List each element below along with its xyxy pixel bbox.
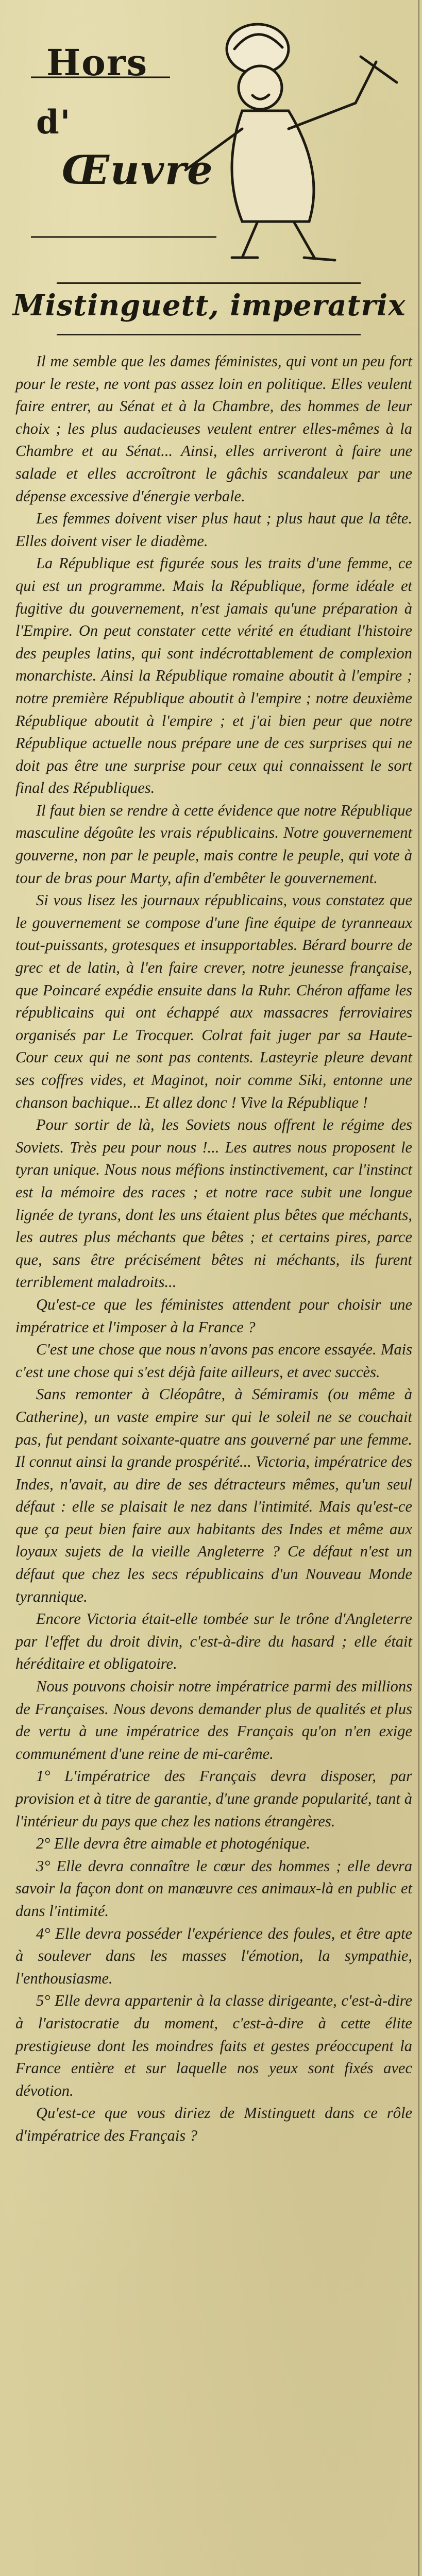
list-item: 4° Elle devra posséder l'expérience des foules, et être apte à soulever dans les masses l'émotion, la sympathie, l'enthousiasme.: [15, 1924, 412, 1987]
paragraph: Qu'est-ce que vous diriez de Mistinguett dans ce rôle d'impératrice des Français ?: [15, 2104, 412, 2144]
paragraph: C'est une chose que nous n'avons pas encore essayée. Mais c'est une chose qui s'est déjà faite ailleurs, et avec succès.: [15, 1341, 412, 1381]
list-item: 1° L'impératrice des Français devra disposer, par provision et à titre de garantie, d'une grande popularité, tant à l'intérieur du pays que chez les nations étrangères.: [15, 1767, 412, 1830]
article-body: [15, 350, 412, 2147]
paragraph: Qu'est-ce que les féministes attendent pour choisir une impératrice et l'imposer à la France ?: [15, 1295, 412, 1336]
masthead: [0, 0, 422, 268]
paragraph: Pour sortir de là, les Soviets nous offrent le régime des Soviets. Très peu pour nous !... Les autres nous proposent le tyran unique. Nous nous méfions instinctivement, car l'instinct est la mémoire des races ; et notre race subit une longue lignée de tyrans, dont les uns étaient plus bêtes que méchants, les autres plus méchants que bêtes ; et certains pires, parce que, sans être précisément bêtes ni méchants, ils furent terriblement maladroits...: [15, 1116, 412, 1291]
paragraph: Il me semble que les dames féministes, qui vont un peu fort pour le reste, ne vont pas assez loin en politique. Elles veulent faire entrer, au Sénat et à la Chambre, des hommes de leur choix ; les plus audacieuses veulent entrer elles-mêmes à la Chambre et au Sénat... Ainsi, elles arriveront à faire une salade et elles accroîtront le gâchis scandaleux par une dépense excessive d'énergie verbale.: [15, 352, 412, 505]
masthead-word-oeuvre: Œuvre: [62, 147, 214, 194]
list-item: 5° Elle devra appartenir à la classe dirigeante, c'est-à-dire à l'aristocratie du moment, c'est-à-dire à cette élite prestigieuse dont les moindres faits et gestes préoccupent la France entière et sur laquelle nos yeux sont fixés avec dévotion.: [15, 1992, 412, 2099]
masthead-word-hors: Hors: [46, 41, 148, 84]
list-item: 2° Elle devra être aimable et photogénique.: [36, 1835, 310, 1853]
paragraph: Si vous lisez les journaux républicains, vous constatez que le gouvernement se compose d'une fine équipe de tyranneaux tout-puissants, grotesques et insupportables. Bérard bourre de grec et de latin, à l'en faire crever, notre jeunesse française, que Poincaré expédie ensuite dans la Ruhr. Chéron affame les républicains qui ont échappé aux massacres ferroviaires organisés par Le Trocquer. Colrat fait juger par sa Haute-Cour ceux qui ne sont pas contents. Lasteyrie pleure devant ses coffres vides, et Maginot, noir comme Siki, entonne une chanson bachique... Et allez donc ! Vive la République !: [15, 891, 412, 1111]
paragraph: Il faut bien se rendre à cette évidence que notre République masculine dégoûte les vrais républicains. Notre gouvernement gouverne, non par le peuple, mais contre le peuple, qui vote à tour de bras pour Marty, afin d'embêter le gouvernement.: [15, 801, 412, 887]
paragraph: Les femmes doivent viser plus haut ; plus haut que la tête. Elles doivent viser le diadème.: [15, 510, 412, 550]
headline: Mistinguett, imperatrix: [12, 289, 406, 323]
paragraph: La République est figurée sous les traits d'une femme, ce qui est un programme. Mais la République, forme idéale et fugitive du gouvernement, n'est jamais qu'une préparation à l'Empire. On peut constater cette vérité en étudiant l'histoire des peuples latins, qui sont indécrottablement de complexion monarchiste. Ainsi la République romaine aboutit à l'empire ; notre première République aboutit à l'empire ; notre deuxième République aboutit à l'empire ; et j'ai bien peur que notre République actuelle nous prépare une de ces surprises qui ne doit pas être une surprise pour ceux qui connaissent le sort final des Républiques.: [15, 554, 412, 797]
paragraph: Encore Victoria était-elle tombée sur le trône d'Angleterre par l'effet du droit divin, c'est-à-dire du hasard ; elle était héréditaire et obligatoire.: [15, 1610, 412, 1673]
paragraph: Nous pouvons choisir notre impératrice parmi des millions de Françaises. Nous devons demander plus de qualités et plus de vertu à une impératrice des Français qu'on n'en exige communément d'une reine de mi-carême.: [15, 1677, 412, 1762]
paragraph: Sans remonter à Cléopâtre, à Sémiramis (ou même à Catherine), un vaste empire sur qui le soleil ne se couchait pas, fut pendant soixante-quatre ans gouverné par une femme. Il connut ainsi la grande prospérité... Victoria, impératrice des Indes, n'avait, au dire de ses détracteurs mêmes, qu'un seul défaut : elle se plaisait le nez dans l'intimité. Mais qu'est-ce que ça peut bien faire aux habitants des Indes et même aux loyaux sujets de la vieille Angleterre ? Ce défaut n'est un défaut que chez les secs républicains d'un Nouveau Monde tyrannique.: [15, 1385, 412, 1605]
headline-rule-bottom: [57, 334, 361, 335]
list-item: 3° Elle devra connaître le cœur des hommes ; elle devra savoir la façon dont on manœuvre ces animaux-là en public et dans l'intimité.: [15, 1857, 412, 1920]
masthead-word-d: d': [36, 103, 72, 142]
headline-rule-top: [57, 282, 361, 284]
column-rule: [418, 0, 419, 2576]
